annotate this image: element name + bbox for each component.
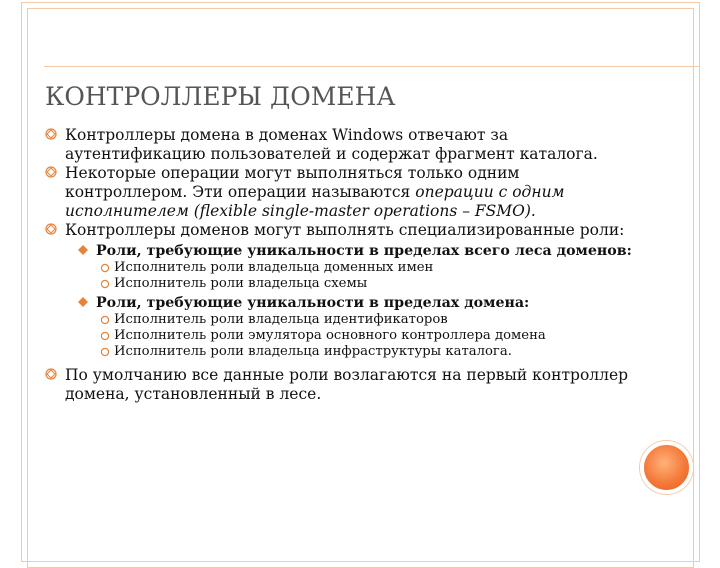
bullet-item-level1 [44, 126, 634, 164]
bullet-item-level3 [44, 344, 634, 360]
circle-bullet-icon [100, 347, 110, 357]
bullet-item-level2 [44, 294, 634, 312]
bullet-text: По умолчанию все данные роли возлагаются на первый контроллер домена, установленный в лесе. [65, 366, 629, 403]
bullet-text: Исполнитель роли владельца схемы [114, 276, 368, 291]
circle-bullet-icon [100, 263, 110, 273]
circle-bullet-icon [100, 315, 110, 325]
bullet-text: Исполнитель роли владельца инфраструктуры каталога. [114, 344, 512, 359]
decorative-circle [640, 441, 693, 494]
bullet-item-level3 [44, 276, 634, 292]
bullet-text: Роли, требующие уникальности в пределах всего леса доменов: [96, 243, 632, 259]
bullet-text: Исполнитель роли эмулятора основного контроллера домена [114, 328, 546, 343]
diamond-bullet-icon [44, 165, 58, 179]
bullet-text: Контроллеры доменов могут выполнять специализированные роли: [65, 221, 625, 239]
bullet-item-level3 [44, 312, 634, 328]
bullet-item-level3 [44, 260, 634, 276]
title-rule [44, 66, 699, 67]
bullet-text: Некоторые операции могут выполняться только одним контроллером. Эти операции называются [65, 164, 520, 201]
diamond-bullet-icon [44, 222, 58, 236]
circle-bullet-icon [100, 279, 110, 289]
bullet-text: Исполнитель роли владельца идентификаторов [114, 312, 448, 327]
bullet-text: Исполнитель роли владельца доменных имен [114, 260, 434, 275]
diamond-bullet-icon [44, 127, 58, 141]
bullet-item-level3 [44, 328, 634, 344]
bullet-item-level1 [44, 366, 634, 404]
square-bullet-icon [77, 244, 89, 256]
bullet-item-level1 [44, 221, 634, 240]
bullet-text: Контроллеры домена в доменах Windows отвечают за аутентификацию пользователей и содержат фрагмент каталога. [65, 126, 598, 163]
diamond-bullet-icon [44, 367, 58, 381]
bullet-item-level2 [44, 242, 634, 260]
bullet-item-level1 [44, 164, 634, 221]
slide-title: КОНТРОЛЛЕРЫ ДОМЕНА [45, 82, 396, 111]
bullet-text-italic: операции с одним исполнителем (flexible single-master operations – FSMO). [65, 183, 565, 220]
slide-content [44, 126, 634, 404]
circle-bullet-icon [100, 331, 110, 341]
square-bullet-icon [77, 296, 89, 308]
bullet-text: Роли, требующие уникальности в пределах домена: [96, 295, 530, 311]
